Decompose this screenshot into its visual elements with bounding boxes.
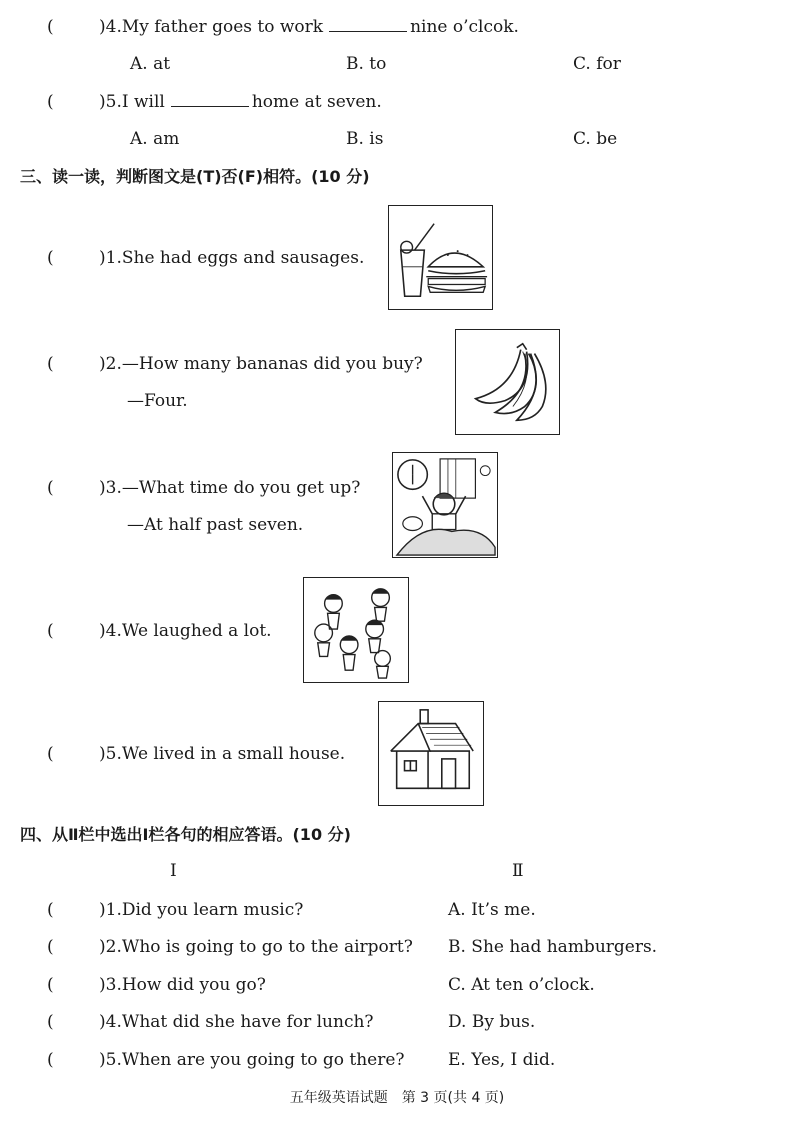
answer-paren[interactable]: ( [47, 744, 54, 764]
match-question [99, 1050, 405, 1070]
question-text: Who is going to go to the airport? [121, 937, 413, 957]
question-pre: I will [121, 92, 165, 112]
question-post: nine o’clcok. [410, 17, 519, 37]
answer-paren[interactable]: ( [47, 621, 54, 641]
house-illustration [379, 702, 483, 805]
question-number: )5. [99, 744, 122, 764]
question-number: )5. [99, 92, 122, 112]
statement [99, 744, 345, 764]
question-number: )4. [99, 1012, 122, 1032]
boy-waking-up-picture [392, 452, 498, 558]
statement-text: She had eggs and sausages. [121, 248, 365, 268]
question-number: )1. [99, 900, 122, 920]
match-answer: E. Yes, I did. [448, 1050, 556, 1070]
answer-paren[interactable]: ( [47, 1012, 54, 1032]
option-b: B. to [346, 54, 387, 74]
question-number: )1. [99, 248, 122, 268]
statement [99, 621, 272, 641]
section-title: 四、从Ⅱ栏中选出Ⅰ栏各句的相应答语。(10 分) [20, 825, 351, 844]
question-text: Did you learn music? [121, 900, 304, 920]
drink-burger-illustration [389, 206, 492, 309]
answer-paren[interactable]: ( [47, 975, 54, 995]
bananas-illustration [456, 330, 559, 434]
bananas-picture [455, 329, 560, 435]
question-number: )5. [99, 1050, 122, 1070]
drink-and-burger-picture [388, 205, 493, 310]
fill-blank[interactable] [171, 92, 249, 107]
page-footer: 五年级英语试题 第 3 页(共 4 页) [289, 1090, 505, 1106]
option-a: A. am [130, 129, 180, 149]
statement-answer: —Four. [127, 391, 188, 411]
statement-answer: —At half past seven. [127, 515, 304, 535]
statement [99, 354, 423, 374]
option-a: A. at [130, 54, 171, 74]
fill-blank[interactable] [329, 17, 407, 32]
question-number: )2. [99, 354, 122, 374]
answer-paren[interactable]: ( [47, 900, 54, 920]
boy-waking-up-illustration [393, 453, 497, 557]
question-text [99, 17, 519, 37]
question-post: home at seven. [251, 92, 382, 112]
answer-paren[interactable]: ( [47, 92, 54, 112]
match-question [99, 975, 266, 995]
statement-text: —What time do you get up? [121, 478, 361, 498]
option-c: C. be [573, 129, 618, 149]
statement-text: —How many bananas did you buy? [121, 354, 423, 374]
match-question [99, 1012, 374, 1032]
match-answer: C. At ten o’clock. [448, 975, 595, 995]
column-header-1: Ⅰ [170, 861, 177, 881]
match-question [99, 937, 413, 957]
question-text [99, 92, 382, 112]
question-number: )3. [99, 478, 122, 498]
question-number: )3. [99, 975, 122, 995]
match-answer: A. It’s me. [448, 900, 536, 920]
question-text: When are you going to go there? [121, 1050, 405, 1070]
question-text: How did you go? [121, 975, 266, 995]
column-header-2: Ⅱ [512, 861, 524, 881]
children-dancing-picture [303, 577, 409, 683]
match-question [99, 900, 303, 920]
answer-paren[interactable]: ( [47, 354, 54, 374]
house-picture [378, 701, 484, 806]
answer-paren[interactable]: ( [47, 248, 54, 268]
question-number: )4. [99, 17, 122, 37]
question-text: What did she have for lunch? [121, 1012, 374, 1032]
answer-paren[interactable]: ( [47, 17, 54, 37]
match-answer: D. By bus. [448, 1012, 536, 1032]
option-c: C. for [573, 54, 621, 74]
answer-paren[interactable]: ( [47, 937, 54, 957]
children-dancing-illustration [304, 578, 408, 682]
answer-paren[interactable]: ( [47, 1050, 54, 1070]
statement [99, 248, 364, 268]
question-pre: My father goes to work [121, 17, 324, 37]
question-row [47, 17, 54, 37]
question-number: )2. [99, 937, 122, 957]
statement-text: We lived in a small house. [121, 744, 346, 764]
answer-paren[interactable]: ( [47, 478, 54, 498]
question-row [47, 92, 54, 112]
statement [99, 478, 360, 498]
match-answer: B. She had hamburgers. [448, 937, 658, 957]
statement-text: We laughed a lot. [121, 621, 272, 641]
question-number: )4. [99, 621, 122, 641]
section-title: 三、读一读，判断图文是(T)否(F)相符。(10 分) [20, 167, 370, 186]
option-b: B. is [346, 129, 384, 149]
